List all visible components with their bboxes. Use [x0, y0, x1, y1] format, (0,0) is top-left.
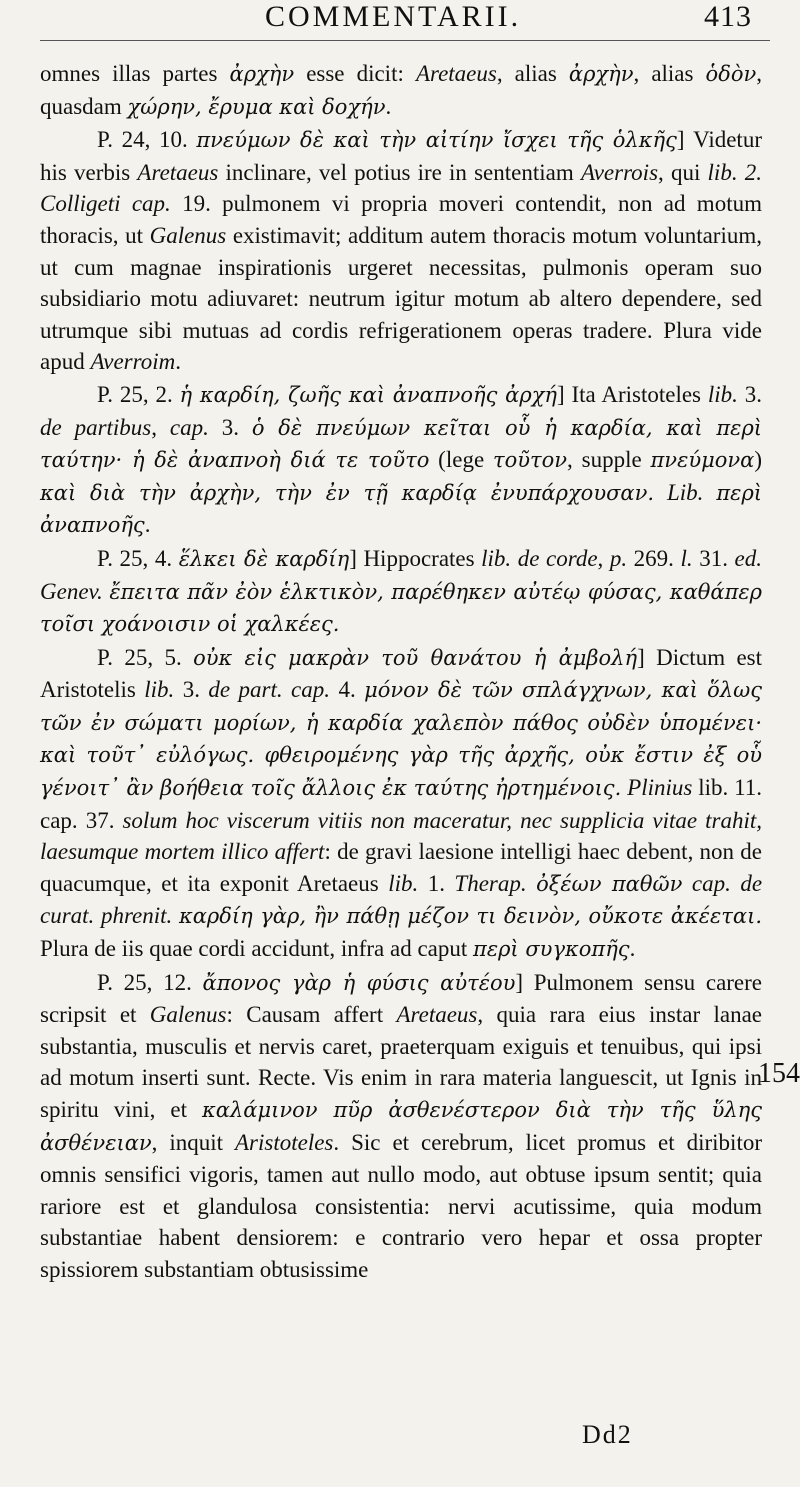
text-run: . — [629, 936, 636, 962]
text-run: ] Ita Aristoteles — [557, 381, 708, 407]
text-run — [682, 871, 691, 896]
text-run: , quasdam — [40, 61, 762, 119]
signature-mark: Dd2 — [582, 1420, 633, 1449]
greek-text: καὶ διὰ τὴν ἀρχὴν, τὴν ἐν τῇ καρδίᾳ ἐνυπάρχουσαν. — [40, 480, 655, 505]
italic-text: solum hoc viscerum vitiis non maceratur, nec supplicia vitae trahit, laesumque mortem illico affert — [40, 807, 762, 865]
text-run: 3. — [737, 381, 762, 407]
margin-note: 154 — [758, 1058, 800, 1089]
text-run: 31. — [692, 545, 735, 571]
italic-text: l. — [680, 545, 693, 571]
italic-text: Galenus — [149, 222, 227, 248]
text-run — [654, 480, 667, 505]
greek-text: ἔπειτα πᾶν ἐὸν ἑλκτικὸν, παρέθηκεν αὐτέῳ φύσας, καθάπερ τοῖσι χοάνοισιν οἱ χαλκέες. — [40, 579, 762, 637]
paragraph — [40, 379, 762, 542]
italic-text: ed. Genev. — [40, 545, 762, 604]
greek-text: ἡ καρδίη, ζωῆς καὶ ἀναπνοῆς ἀρχή — [179, 382, 557, 407]
text-run — [527, 871, 536, 896]
paragraph — [40, 124, 762, 378]
italic-text: de part. cap. — [208, 677, 331, 703]
text-run: P. 24, 10. — [97, 127, 197, 153]
greek-text: ὁ δὲ πνεύμων κεῖται οὗ ἡ καρδία, καὶ περὶ ταύτην· ἡ δὲ ἀναπνοὴ διά τε τοῦτο — [40, 415, 763, 473]
text-run: , inquit — [151, 1129, 235, 1155]
text-run: 269. — [627, 545, 681, 571]
text-run: . Sic et cerebrum, licet promus et diribitor omnis sensifici vigoris, tamen aut nullo modo, aut obtuse ipsum sentit; quia rariore est et glandulosa consistentia: nervi acutissime, quia modum substantiae habent densiorem: e contrario vero hepar et ossa propter spissiorem substantiam obtusissime — [40, 1129, 762, 1282]
greek-text: τοῦτον — [492, 448, 568, 473]
italic-text: Lib. — [667, 479, 704, 505]
paragraph — [40, 967, 762, 1286]
text-run — [703, 480, 716, 505]
text-run: Plura de iis quae cordi accidunt, infra ad caput — [40, 936, 474, 962]
greek-text: ἕλκει δὲ καρδίη — [178, 546, 350, 571]
italic-text: Therap. — [454, 870, 527, 896]
paragraph — [40, 642, 762, 966]
text-run: esse dicit: — [294, 61, 416, 86]
text-run: ] Hippocrates — [349, 545, 482, 571]
italic-text: Aretaeus — [415, 61, 497, 86]
text-run: , quia rara eius instar lanae substantia, musculis et nervis caret, praeterquam exiguis et tenuibus, qui ipsi ad motum inserti sunt. Recte. Vis enim in rara materia languescit, ut Ignis in spiritu vini, et — [40, 1002, 763, 1122]
text-run: existimavit; additum autem thoracis motum voluntarium, ut cum magnae inspirationis urgeret necessitas, pulmonis operam suo subsidiario motu adiuvaret: neutrum igitur motum ab altero dependere, sed utrumque sibi mutuas ad cordis refrigerationem operas tradere. Plura vide apud — [40, 222, 762, 375]
italic-text: lib. de corde — [481, 545, 598, 571]
italic-text: Plinius — [627, 775, 693, 801]
italic-text: lib. — [388, 870, 419, 896]
text-run: 3. — [174, 677, 209, 703]
text-run: omnes illas partes — [40, 61, 230, 86]
text-run: 1. — [418, 870, 455, 896]
greek-text: ἀρχὴν — [229, 62, 295, 86]
italic-text: Galenus — [149, 1002, 227, 1028]
greek-text: ἄπονος γὰρ ἡ φύσις αὐτέου — [202, 970, 516, 995]
running-title: COMMENTARII. — [265, 0, 522, 33]
text-run: . — [144, 512, 151, 538]
italic-text: de partibus — [40, 414, 152, 440]
text-run: 19. pulmonem vi propria moveri contendit, non ad motum thoracis, ut — [40, 191, 762, 248]
greek-text: οὐκ εἰς μακρὰν τοῦ θανάτου ἡ ἀμβολή — [193, 645, 638, 670]
text-run: P. 25, 4. — [97, 545, 179, 571]
text-run: . — [175, 349, 181, 375]
greek-text: περὶ συγκοπῆς — [473, 937, 630, 962]
text-run: ) — [754, 447, 763, 473]
italic-text: Aristoteles — [235, 1129, 334, 1155]
text-run: lib. 11. cap. 37. — [40, 775, 762, 833]
text-run: , supple — [567, 447, 651, 473]
italic-text: lib. 2. Colligeti cap. — [40, 159, 763, 217]
text-run: , — [151, 414, 170, 440]
text-run: 3. — [208, 414, 252, 440]
text-run: ] Videtur his verbis — [40, 127, 762, 185]
greek-text: καλάμινον πῦρ ἀσθενέστερον διὰ τὴν τῆς ὕλης ἀσθένειαν — [40, 1098, 762, 1155]
italic-text: lib. — [707, 381, 738, 407]
italic-text: Averrois — [580, 159, 659, 185]
italic-text: p. — [609, 545, 628, 571]
greek-text: πνεύμων δὲ καὶ τὴν αἰτίην ἴσχει τῆς ὁλκῆς — [196, 128, 677, 153]
text-run: , alias — [496, 61, 569, 86]
running-head — [40, 0, 770, 41]
text-run: ] Dictum est Aristotelis — [40, 644, 762, 703]
greek-text: περὶ ἀναπνοῆς — [40, 480, 763, 538]
italic-text: cap. — [169, 414, 209, 440]
text-run: 4. — [330, 677, 365, 703]
text-run: ] Pulmonem sensu carere scripsit et — [40, 969, 763, 1028]
text-run: (lege — [429, 447, 493, 473]
greek-text: ὁδὸν — [705, 62, 757, 86]
text-run: . — [385, 93, 392, 119]
greek-text: χώρην, ἔρυμα καὶ δοχήν — [127, 94, 386, 119]
text-run: , alias — [633, 61, 706, 86]
greek-text: μόνον δὲ τῶν σπλάγχνων, καὶ ὅλως τῶν ἐν σώματι μορίων, ἡ καρδία χαλεπὸν πάθος οὐδὲν ὑπομένει· καὶ τοῦτ᾽ εὐλόγως. φθειρομένης γὰρ τῆς ἀρχῆς, οὐκ ἔστιν ἐξ οὗ γένοιτ᾽ ἂν βοήθεια τοῖς ἄλλοις ἐκ ταύτης ἠρτημένοις. — [40, 678, 763, 801]
italic-text: Aretaeus — [396, 1002, 478, 1028]
italic-text: cap. de curat. phrenit. — [40, 870, 763, 929]
paragraph — [40, 58, 762, 123]
text-run — [172, 903, 179, 928]
greek-text: ἀρχὴν — [568, 62, 634, 86]
commentary-text — [40, 58, 762, 1286]
greek-text: πνεύμονα — [650, 448, 755, 473]
italic-text: Averroim — [90, 349, 176, 375]
text-run: P. 25, 2. — [97, 381, 180, 407]
text-run: P. 25, 5. — [97, 644, 194, 670]
text-run: inclinare, vel potius ire in sententiam — [218, 159, 581, 185]
text-run: , qui — [658, 159, 708, 185]
page-number: 413 — [704, 0, 752, 33]
text-run: : Causam affert — [226, 1002, 397, 1028]
text-run: : de gravi laesione intelligi haec debent, non de quacumque, et ita exponit Aretaeus — [40, 839, 762, 896]
italic-text: Aretaeus — [137, 159, 219, 185]
greek-text: καρδίη γὰρ, ἢν πάθῃ μέζον τι δεινὸν, οὔκοτε ἀκέεται. — [178, 904, 763, 929]
italic-text: lib. — [144, 677, 175, 703]
paragraph — [40, 543, 762, 641]
text-run: , — [597, 545, 610, 571]
text-run: P. 25, 12. — [97, 969, 203, 995]
greek-text: ὀξέων παθῶν — [536, 871, 683, 896]
